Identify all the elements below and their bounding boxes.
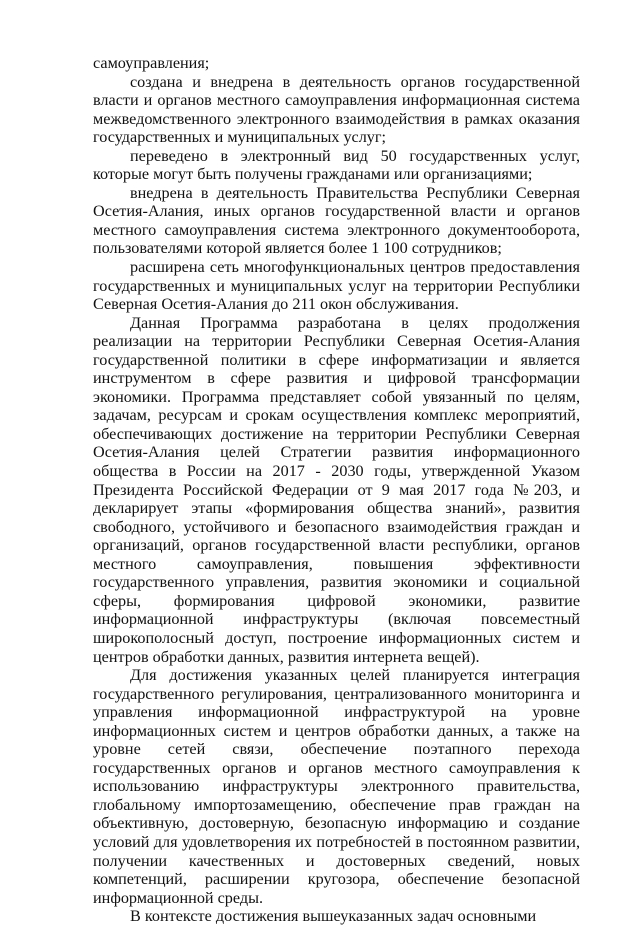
paragraph-context: В контексте достижения вышеуказанных задач основными [130, 907, 537, 926]
paragraph-interaction-system: создана и внедрена в деятельность органов государственной власти и органов местного самоуправления информационная система межведомственного электронного взаимодействия в рамках оказания государственных и муниципальных услуг; [93, 72, 580, 147]
paragraph-program-purpose: Данная Программа разработана в целях продолжения реализации на территории Республики Северная Осетия-Алания государственной политики в сфере информатизации и является инструментом в сфере развития и цифровой трансформации экономики. Программа представляет собой увязанный по целям, задачам, ресурсам и срокам осуществления комплекс мероприятий, обеспечивающих достижение на территории Республики Северная Осетия-Алания целей Стратегии развития информационного общества в России на 2017 - 2030 годы, утвержденной Указом Президента Российской Федерации от 9 мая 2017 года №203, и декларирует этапы «формирования общества знаний», развития свободного, устойчивого и безопасного взаимодействия граждан и организаций, органов государственной власти республики, органов местного самоуправления, повышения эффективности государственного управления, развития экономики и социальной сферы, формирования цифровой экономики, развитие информационной инфраструктуры (включая повсеместный широкополосный доступ, построение информационных систем и центров обработки данных, развития интернета вещей). [93, 313, 580, 666]
paragraph-goals-achievement: Для достижения указанных целей планируется интеграция государственного регулирования, централизованного мониторинга и управления информационной инфраструктурой на уровне информационных систем и центров обработки данных, а также на уровне сетей связи, обеспечение поэтапного перехода государственных органов и органов местного самоуправления к использованию инфраструктуры электронного правительства, глобальному импортозамещению, обеспечение прав граждан на объективную, достоверную, безопасную информацию и создание условий для удовлетворения их потребностей в постоянном развитии, получении качественных и достоверных сведений, новых компетенций, расширении кругозора, обеспечение безопасной информационной среды. [93, 666, 580, 907]
document-body [93, 54, 580, 926]
paragraph-mfc-network: расширена сеть многофункциональных центров предоставления государственных и муниципальных услуг на территории Республики Северная Осетия-Алания до 211 окон обслуживания. [93, 258, 580, 314]
paragraph-continuation: самоуправления; [93, 54, 210, 72]
paragraph-electronic-services: переведено в электронный вид 50 государственных услуг, которые могут быть получены гражданами или организациями; [93, 146, 580, 184]
paragraph-document-flow: внедрена в деятельность Правительства Республики Северная Осетия-Алания, иных органов государственной власти и органов местного самоуправления система электронного документооборота, пользователями которой является более 1 100 сотрудников; [93, 183, 580, 258]
